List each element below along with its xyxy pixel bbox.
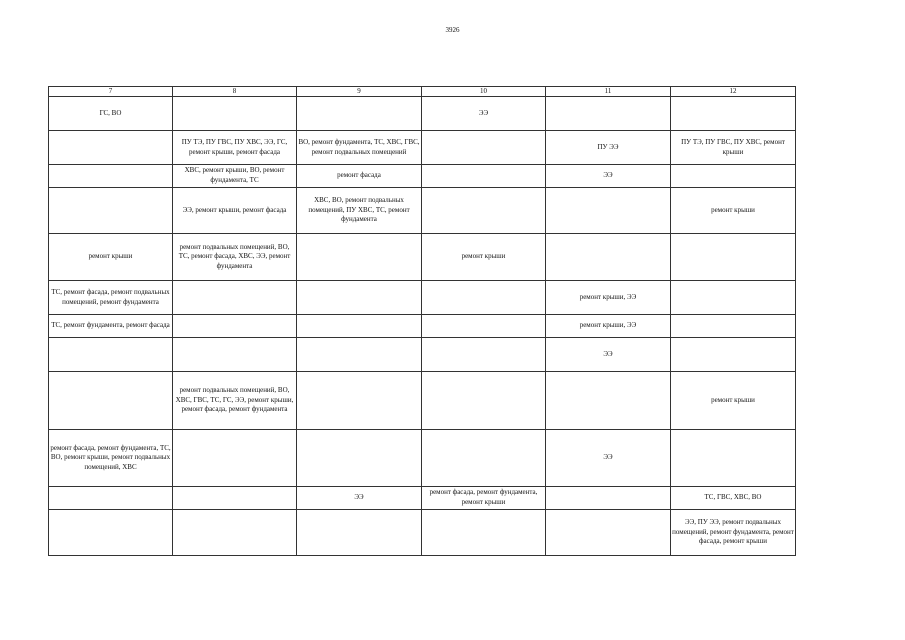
table-cell <box>422 188 546 234</box>
table-cell: ТС, ремонт фундамента, ремонт фасада <box>49 315 173 338</box>
table-cell <box>546 372 671 430</box>
table-cell <box>173 430 297 487</box>
table-cell <box>546 97 671 131</box>
table-cell <box>422 372 546 430</box>
table-cell <box>297 281 422 315</box>
table-cell <box>49 372 173 430</box>
table-cell <box>422 338 546 372</box>
table-cell: ГС, ВО <box>49 97 173 131</box>
table-cell <box>49 487 173 510</box>
column-header: 9 <box>297 87 422 97</box>
table-row <box>49 510 796 556</box>
table-cell <box>671 338 796 372</box>
page-number: 3926 <box>445 26 460 34</box>
table-cell: ремонт крыши <box>671 372 796 430</box>
table-row <box>49 338 796 372</box>
works-table <box>48 86 796 556</box>
table-row <box>49 430 796 487</box>
table-cell <box>173 315 297 338</box>
table-cell <box>422 165 546 188</box>
table-cell: ремонт подвальных помещений, ВО, ХВС, ГВС, ТС, ГС, ЭЭ, ремонт крыши, ремонт фасада, ремонт фундамента <box>173 372 297 430</box>
table-cell <box>297 97 422 131</box>
table-row <box>49 372 796 430</box>
column-header: 11 <box>546 87 671 97</box>
table-cell: ЭЭ <box>546 430 671 487</box>
table-cell <box>173 97 297 131</box>
table-cell <box>671 165 796 188</box>
table-cell <box>297 372 422 430</box>
table-cell: ремонт крыши, ЭЭ <box>546 281 671 315</box>
table-cell: ремонт крыши, ЭЭ <box>546 315 671 338</box>
table-cell <box>49 510 173 556</box>
table-cell: ТС, ГВС, ХВС, ВО <box>671 487 796 510</box>
table-cell: ремонт крыши <box>49 234 173 281</box>
table-cell <box>173 510 297 556</box>
table-cell <box>671 234 796 281</box>
table-row <box>49 97 796 131</box>
table-cell: ВО, ремонт фундамента, ТС, ХВС, ГВС, ремонт подвальных помещений <box>297 131 422 165</box>
table-cell <box>671 281 796 315</box>
table-cell: ТС, ремонт фасада, ремонт подвальных помещений, ремонт фундамента <box>49 281 173 315</box>
table-cell: ремонт подвальных помещений, ВО, ТС, ремонт фасада, ХВС, ЭЭ, ремонт фундамента <box>173 234 297 281</box>
table-row <box>49 165 796 188</box>
table-cell <box>49 188 173 234</box>
table-cell <box>297 510 422 556</box>
table-cell: ПУ ЭЭ <box>546 131 671 165</box>
table-cell: ЭЭ, ремонт крыши, ремонт фасада <box>173 188 297 234</box>
table-cell <box>297 430 422 487</box>
table-cell: ремонт фасада, ремонт фундамента, ремонт крыши <box>422 487 546 510</box>
table-cell <box>173 338 297 372</box>
table-cell <box>422 430 546 487</box>
table-cell: ремонт фасада <box>297 165 422 188</box>
table-cell <box>297 315 422 338</box>
table-cell <box>422 281 546 315</box>
table-cell <box>297 234 422 281</box>
header-row <box>49 87 796 97</box>
table-row <box>49 234 796 281</box>
column-header: 8 <box>173 87 297 97</box>
table-cell <box>422 510 546 556</box>
table-cell: ЭЭ, ПУ ЭЭ, ремонт подвальных помещений, ремонт фундамента, ремонт фасада, ремонт крыши <box>671 510 796 556</box>
table-cell: ЭЭ <box>546 338 671 372</box>
table-cell: ХВС, ВО, ремонт подвальных помещений, ПУ ХВС, ТС, ремонт фундамента <box>297 188 422 234</box>
table-cell: ПУ ТЭ, ПУ ГВС, ПУ ХВС, ЭЭ, ГС, ремонт крыши, ремонт фасада <box>173 131 297 165</box>
table-cell <box>671 97 796 131</box>
table-cell: ремонт крыши <box>422 234 546 281</box>
table-cell <box>546 234 671 281</box>
table-cell <box>671 315 796 338</box>
table-cell <box>49 338 173 372</box>
table-cell: ПУ ТЭ, ПУ ГВС, ПУ ХВС, ремонт крыши <box>671 131 796 165</box>
table-cell <box>546 487 671 510</box>
table-cell <box>422 131 546 165</box>
table-cell <box>173 281 297 315</box>
table-row <box>49 487 796 510</box>
table-cell: ЭЭ <box>422 97 546 131</box>
table-cell: ремонт крыши <box>671 188 796 234</box>
table-cell <box>173 487 297 510</box>
table-cell: ЭЭ <box>546 165 671 188</box>
table-row <box>49 131 796 165</box>
column-header: 7 <box>49 87 173 97</box>
table-cell: ремонт фасада, ремонт фундамента, ТС, ВО, ремонт крыши, ремонт подвальных помещений, ХВС <box>49 430 173 487</box>
table-cell: ЭЭ <box>297 487 422 510</box>
table-row <box>49 281 796 315</box>
table-row <box>49 315 796 338</box>
table-cell <box>546 510 671 556</box>
table-cell <box>422 315 546 338</box>
column-header: 10 <box>422 87 546 97</box>
table-cell: ХВС, ремонт крыши, ВО, ремонт фундамента, ТС <box>173 165 297 188</box>
table-cell <box>49 131 173 165</box>
table-cell <box>546 188 671 234</box>
table-cell <box>49 165 173 188</box>
table-cell <box>297 338 422 372</box>
table-row <box>49 188 796 234</box>
column-header: 12 <box>671 87 796 97</box>
table-cell <box>671 430 796 487</box>
